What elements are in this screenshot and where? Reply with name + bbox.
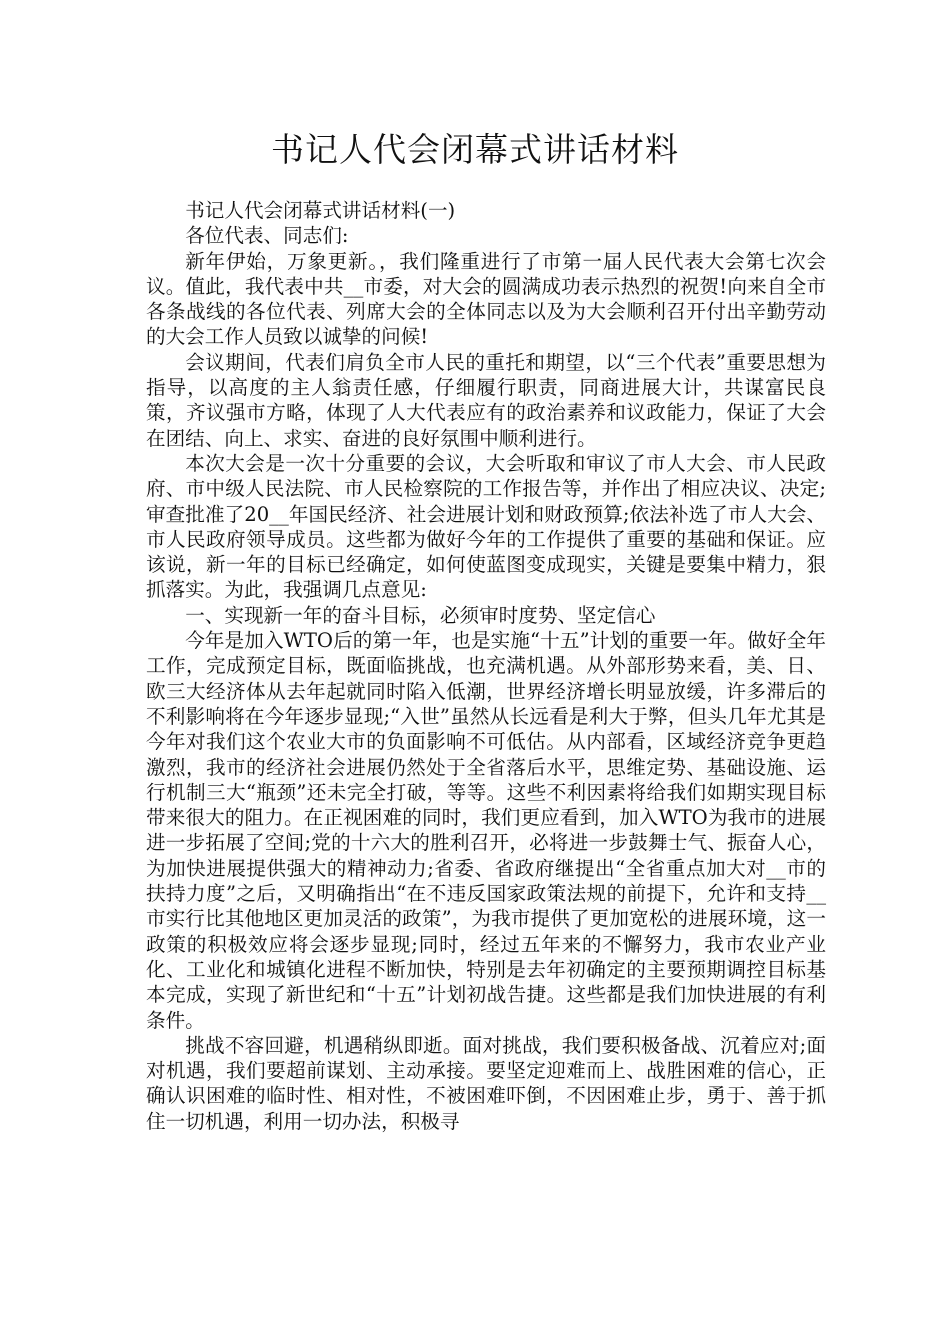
body-paragraph: 今年是加入WTO后的第一年，也是实施“十五”计划的重要一年。做好全年工作，完成预定目标，既面临挑战，也充满机遇。从外部形势来看，美、日、欧三大经济体从去年起就同时陷入低潮，世界经济增长明显放缓，许多滞后的不利影响将在今年逐步显现;“入世”虽然从长远看是利大于弊，但头几年尤其是今年对我们这个农业大市的负面影响不可低估。从内部看，区域经济竞争更趋激烈，我市的经济社会进展仍然处于全省落后水平，思维定势、基础设施、运行机制三大“瓶颈”还未完全打破，等等。这些不利因素将给我们如期实现目标带来很大的阻力。在正视困难的同时，我们更应看到，加入WTO为我市的进展进一步拓展了空间;党的十六大的胜利召开，必将进一步鼓舞士气、振奋人心，为加快进展提供强大的精神动力;省委、省政府继提出“全省重点加大对__市的扶持力度”之后，又明确指出“在不违反国家政策法规的前提下，允许和支持__市实行比其他地区更加灵活的政策”，为我市提供了更加宽松的进展环境，这一政策的积极效应将会逐步显现;同时，经过五年来的不懈努力，我市农业产业化、工业化和城镇化进程不断加快，特别是去年初确定的主要预期调控目标基本完成，实现了新世纪和“十五”计划初战告捷。这些都是我们加快进展的有利条件。 bbox=[146, 629, 826, 1032]
body-paragraph: 新年伊始，万象更新。，我们隆重进行了市第一届人民代表大会第七次会议。值此，我代表中共__市委，对大会的圆满成功表示热烈的祝贺!向来自全市各条战线的各位代表、列席大会的全体同志以及为大会顺利召开付出辛勤劳动的大会工作人员致以诚挚的问候! bbox=[146, 249, 826, 349]
body-paragraph: 会议期间，代表们肩负全市人民的重托和期望，以“三个代表”重要思想为指导，以高度的主人翁责任感，仔细履行职责，同商进展大计，共谋富民良策，齐议强市方略，体现了人大代表应有的政治素养和议政能力，保证了大会在团结、向上、求实、奋进的良好氛围中顺利进行。 bbox=[146, 350, 826, 450]
document-body bbox=[146, 198, 826, 1134]
document-title: 书记人代会闭幕式讲话材料 bbox=[271, 130, 679, 169]
subtitle-paragraph: 书记人代会闭幕式讲话材料(一) bbox=[185, 199, 456, 222]
body-paragraph: 挑战不容回避，机遇稍纵即逝。面对挑战，我们要积极备战、沉着应对;面对机遇，我们要超前谋划、主动承接。要坚定迎难而上、战胜困难的信心，正确认识困难的临时性、相对性，不被困难吓倒，不因困难止步，勇于、善于抓住一切机遇，利用一切办法，积极寻 bbox=[146, 1033, 826, 1133]
salutation-paragraph: 各位代表、同志们: bbox=[185, 224, 349, 248]
body-paragraph: 本次大会是一次十分重要的会议，大会听取和审议了市人大会、市人民政府、市中级人民法院、市人民检察院的工作报告等，并作出了相应决议、决定;审查批准了20__年国民经济、社会进展计划和财政预算;依法补选了市人大会、市人民政府领导成员。这些都为做好今年的工作提供了重要的基础和保证。应该说，新一年的目标已经确定，如何使蓝图变成现实，关键是要集中精力，狠抓落实。为此，我强调几点意见: bbox=[146, 451, 826, 602]
section-heading: 一、实现新一年的奋斗目标，必须审时度势、坚定信心 bbox=[185, 603, 656, 627]
